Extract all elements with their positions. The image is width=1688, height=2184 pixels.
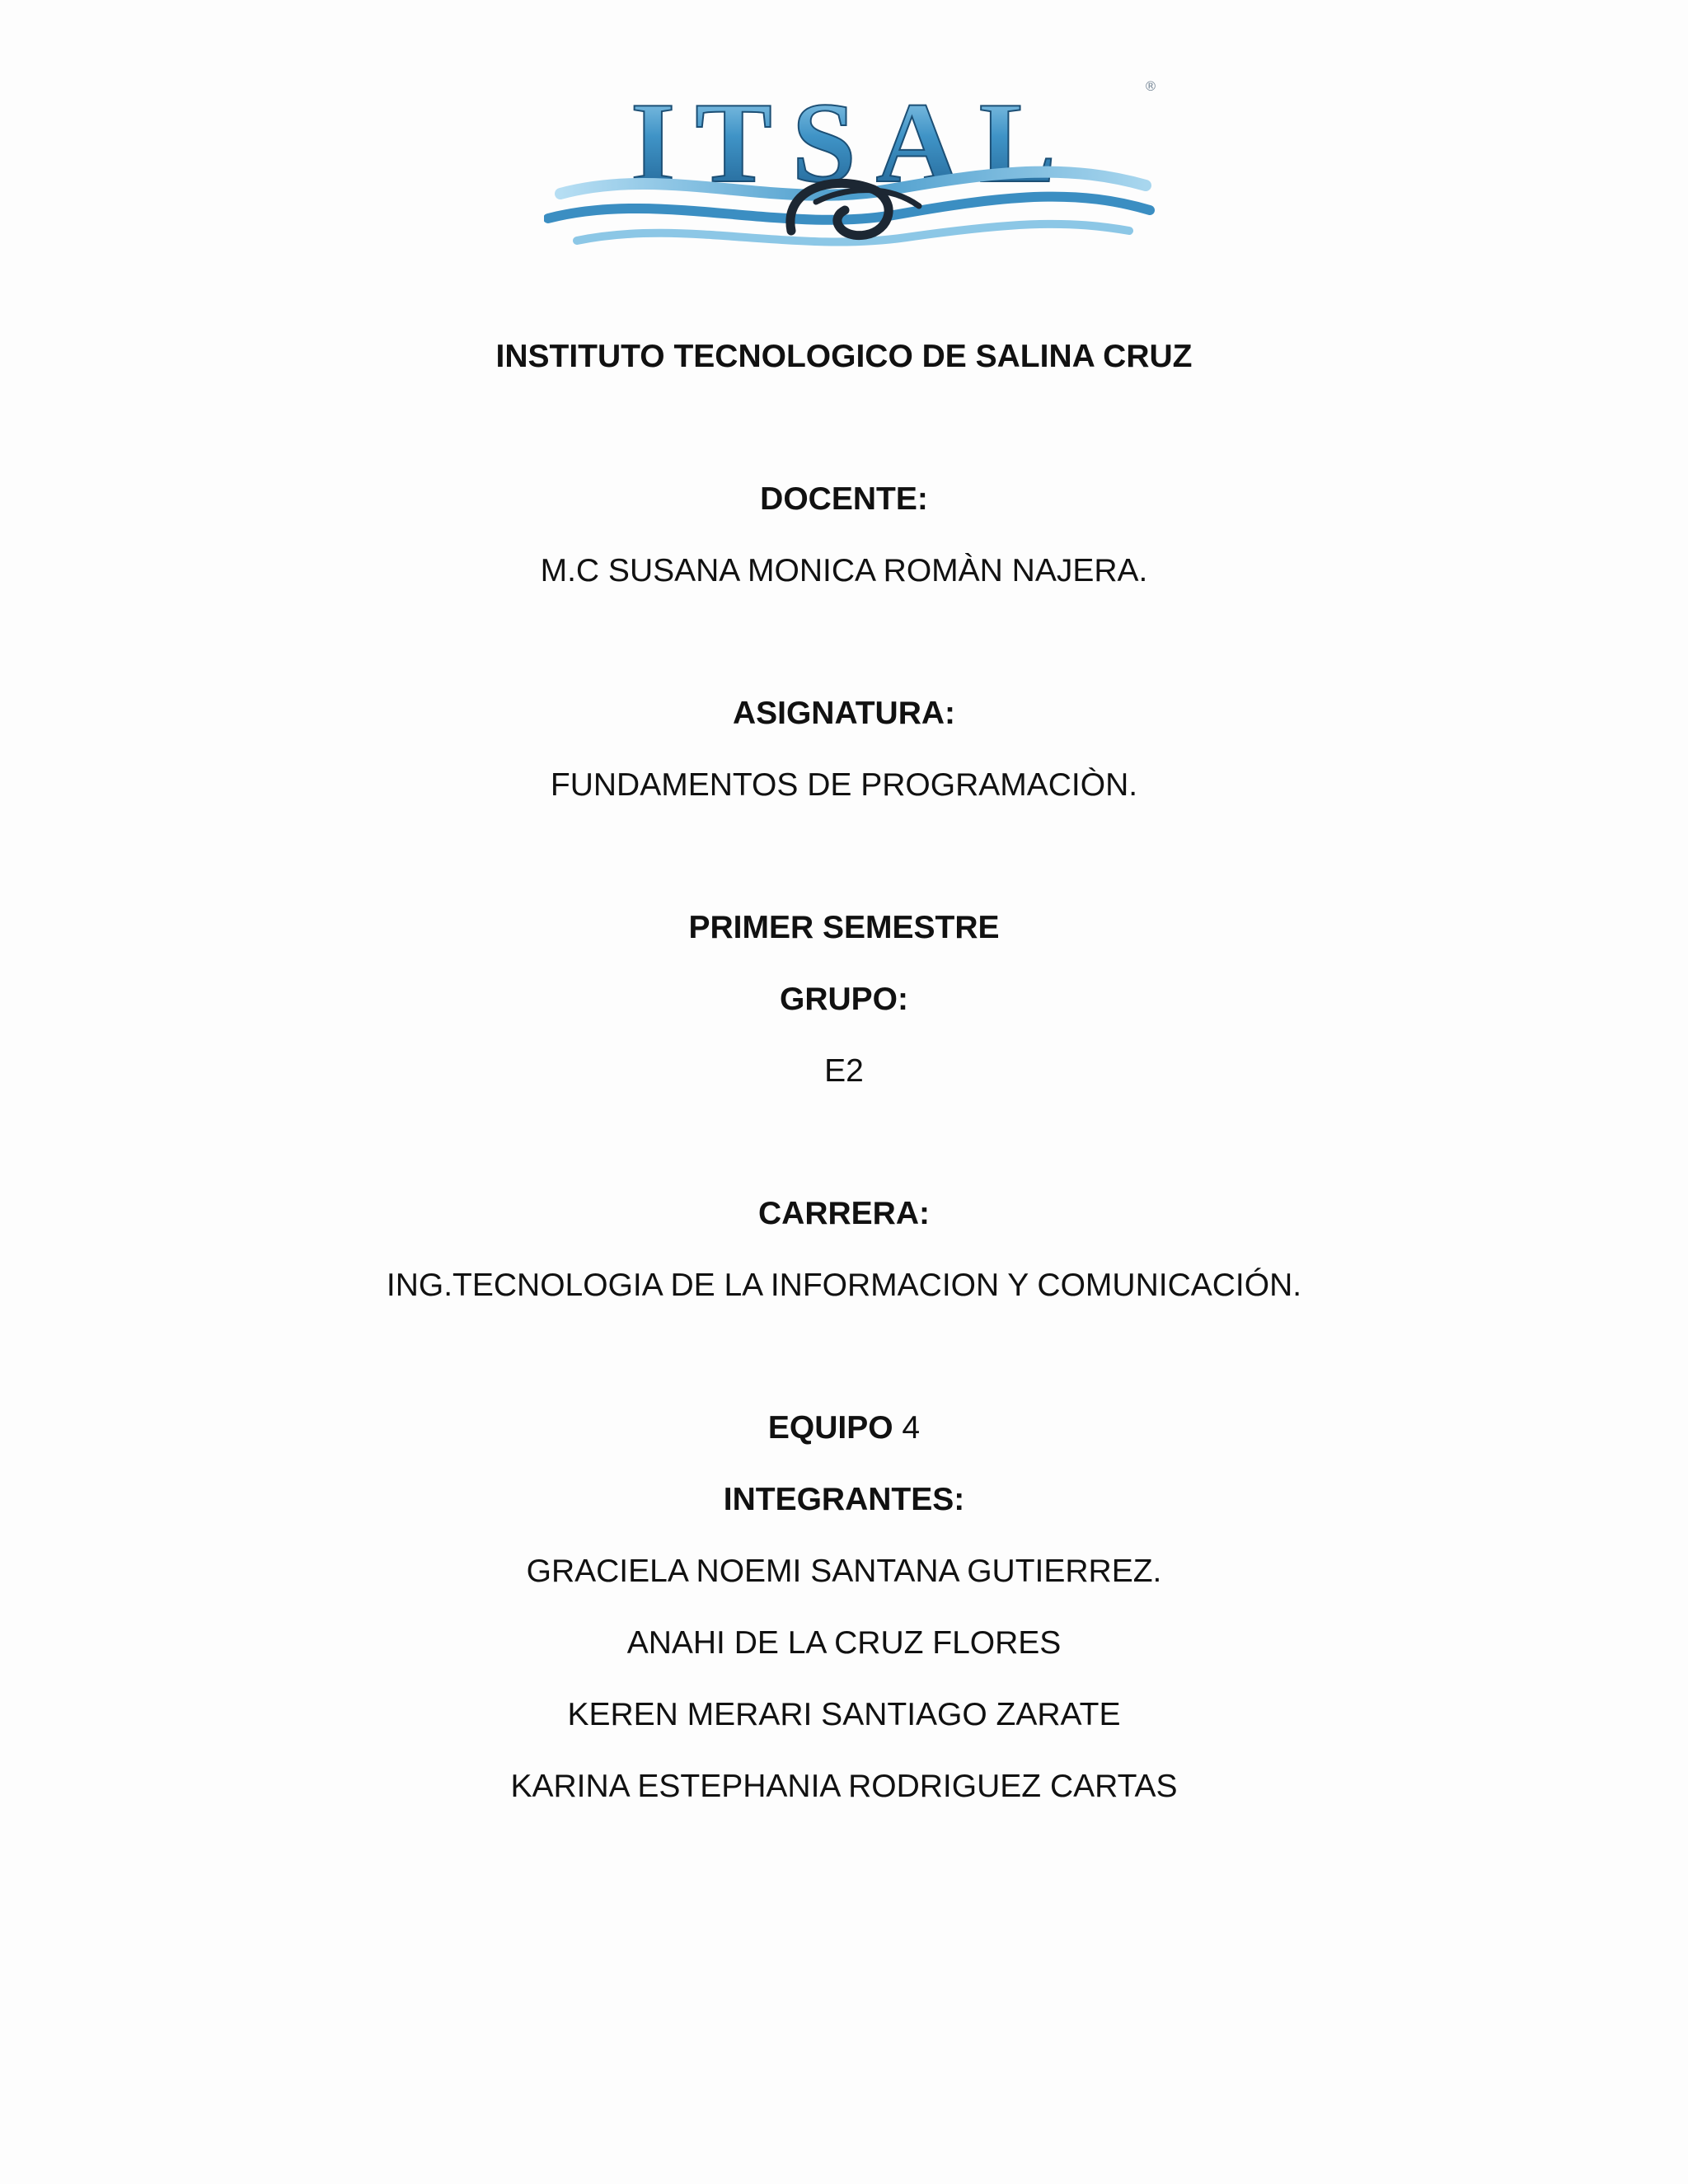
asignatura-value: FUNDAMENTOS DE PROGRAMACIÒN.	[550, 767, 1138, 803]
semestre: PRIMER SEMESTRE	[688, 910, 1000, 945]
equipo-number: 4	[902, 1410, 921, 1446]
asignatura-label: ASIGNATURA:	[732, 696, 956, 731]
integrantes-label: INTEGRANTES:	[723, 1482, 965, 1517]
grupo-value: E2	[824, 1053, 864, 1089]
member-item: KEREN MERARI SANTIAGO ZARATE	[567, 1697, 1121, 1732]
registered-mark: ®	[1144, 78, 1157, 94]
itsal-logo	[544, 66, 1162, 272]
docente-label: DOCENTE:	[760, 481, 928, 517]
member-item: ANAHI DE LA CRUZ FLORES	[626, 1625, 1062, 1661]
member-item: KARINA ESTEPHANIA RODRIGUEZ CARTAS	[510, 1769, 1178, 1804]
docente-value: M.C SUSANA MONICA ROMÀN NAJERA.	[540, 553, 1148, 588]
carrera-label: CARRERA:	[758, 1196, 930, 1231]
carrera-value: ING.TECNOLOGIA DE LA INFORMACION Y COMUNICACIÓN.	[386, 1268, 1302, 1303]
logo-text: ITSAL	[630, 79, 1076, 207]
equipo-line	[0, 1409, 1688, 1447]
institution-name: INSTITUTO TECNOLOGICO DE SALINA CRUZ	[495, 339, 1193, 374]
equipo-label: EQUIPO	[767, 1410, 893, 1446]
grupo-label: GRUPO:	[780, 982, 908, 1017]
member-item: GRACIELA NOEMI SANTANA GUTIERREZ.	[526, 1554, 1162, 1589]
